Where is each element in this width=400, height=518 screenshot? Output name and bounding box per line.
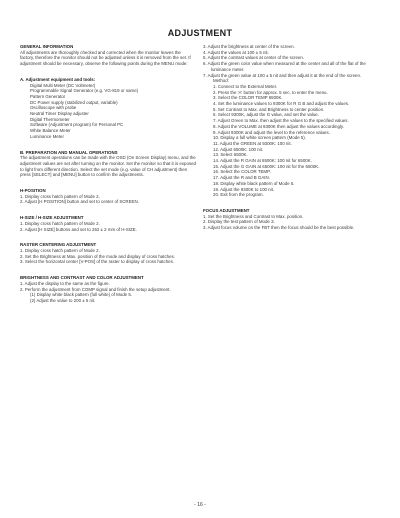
brightness-heading: BRIGHTNESS AND CONTRAST AND COLOR ADJUSTMENT — [20, 275, 144, 281]
preparation-heading: B. PREPARATION AND MANUAL OPERATIONS — [20, 149, 118, 155]
list-item: 3. Select the COLOR TEMP 6500K. — [213, 95, 283, 101]
page-title: ADJUSTMENT — [167, 28, 233, 38]
list-item: (1) Display white black pattern (full white) of Mode 5. — [30, 292, 133, 298]
list-item: Oscilloscope with probe — [30, 105, 77, 111]
list-item: 1. Connect to the External Meter. — [213, 83, 278, 89]
list-item: Software (Adjustment program) for Personal PC — [30, 122, 124, 128]
list-item: 11. Adjust the GREEN at 9300K: 100 nit. — [213, 140, 292, 146]
list-item: White Balance Meter — [30, 128, 71, 134]
list-item: 19. Adjust the 9300K to 100 nit. — [213, 186, 275, 192]
list-item: 1. Display cross hatch pattern of Mode 2. — [20, 247, 100, 253]
left-column — [20, 44, 196, 304]
list-item: 2. Adjust [H SIZE] buttons and set to 262 ± 2 mm of H-SIZE. — [20, 226, 137, 232]
list-item: 5. Adjust the contrast values at center of the screen. — [203, 55, 305, 61]
list-item: 20. Exit from the program. — [213, 192, 264, 198]
list-item: 1. Set the Brightness and Contrast to Max. position. — [203, 213, 304, 219]
list-item: 7. Adjust the green value at 100 ± 5 nit and then adjust it at the end of the screen. — [203, 72, 362, 78]
list-item: 4. Adjust the values at 100 ± 5 nit. — [203, 49, 269, 55]
list-item: 2. Display the test pattern of Mode 3. — [203, 219, 275, 225]
list-item: 15. Adjust the G GAIN at 6500K: 100 nit for the 6500K. — [213, 163, 320, 169]
list-item: 10. Display a full white screen pattern (Mode 5). — [213, 135, 306, 141]
equipment-list — [20, 83, 196, 140]
right-column — [203, 44, 381, 231]
raster-heading: RASTER CENTERING ADJUSTMENT — [20, 242, 97, 248]
list-item: (2) Adjust the value to 200 ± 5 nit. — [30, 297, 96, 303]
list-item: 7. Adjust Green to Max. then adjust the values to the specified values. — [213, 118, 349, 124]
list-item: 9. Adjust 9300K and adjust the level to the reference values. — [213, 129, 330, 135]
list-item: 2. Perform the adjustment from COMP signal and finish the setup adjustment. — [20, 286, 171, 292]
list-item: Digital Multi Meter (DC Voltmeter) — [30, 82, 96, 88]
list-item: 18. Display white black pattern of Mode 5. — [213, 180, 295, 186]
list-item: 2. Press the 'A' button for approx. 5 sec. to enter the menu. — [213, 89, 328, 95]
list-item: 17. Adjust the R and B GAIN. — [213, 175, 270, 181]
list-item: Digital Thermometer — [30, 116, 70, 122]
list-item: 8. Adjust the VOLUME at 9300K then adjust the values accordingly. — [213, 123, 344, 129]
method-label: Method: — [213, 78, 229, 84]
list-item: 13. Select 6500K. — [213, 152, 248, 158]
list-item: 1. Display cross hatch pattern of Mode 2. — [20, 220, 100, 226]
list-item: 3. Adjust focus volume on the FBT then the focus should be the best possible. — [203, 225, 355, 231]
focus-heading: FOCUS ADJUSTMENT — [203, 207, 250, 213]
general-heading: GENERAL INFORMATION — [20, 44, 74, 49]
equipment-heading: A. Adjustment equipment and tools: — [20, 76, 96, 82]
list-item: 2. Set the Brightness at Max. position of the mode and display of cross hatches. — [20, 253, 175, 259]
list-item: Luminance Meter — [30, 133, 64, 139]
list-item: 3. Select the horizontal center [V-POS] of the raster to display of cross hatches. — [20, 259, 174, 265]
list-item: 12. Adjust 6500K: 100 nit. — [213, 146, 264, 152]
list-item: DC Power supply (stabilized output, variable) — [30, 99, 118, 105]
list-item: 5. Set Contrast to Max. and Brightness to center position. — [213, 106, 325, 112]
list-item: 2. Adjust [H POSITION] button and set to center of SCREEN. — [20, 199, 139, 205]
list-item: 6. Adjust the green color value when measured at the center and all of the flat of the luminance meter. — [203, 61, 366, 72]
list-item: 1. Adjust the display to the same as the figure. — [20, 280, 110, 286]
page-number: - 16 - — [194, 502, 206, 508]
list-item: 3. Adjust the brightness at center of the screen. — [203, 44, 295, 49]
hsize-heading: H-SIZE / H-SIZE ADJUSTMENT — [20, 215, 84, 221]
hpos-heading: H-POSITION — [20, 188, 46, 194]
list-item: Programmable Signal Generator (e.g. VG-819 or same) — [30, 88, 139, 94]
general-text: All adjustments are thoroughly checked and corrected when the monitor leaves the factory, therefore the monitor should not be adjusted unless it is removed from the set. If adjustment should be necessary, observe the following points during the MENU mode: — [20, 49, 191, 67]
list-item: 4. Set the luminance values to 9300K for R G B and adjust the values. — [213, 101, 350, 107]
list-item: 14. Adjust the R GAIN at 6500K: 100 nit for 6500K. — [213, 158, 312, 164]
list-item: 6. Select 9300K, adjust the G value, and set the value. — [213, 112, 319, 118]
list-item: Pattern Generator — [30, 93, 66, 99]
list-item: 16. Select the COLOR TEMP. — [213, 169, 271, 175]
preparation-text: The adjustment operations can be made with the OSD (On Screen Display) menu, and the adjustment values are set after turning on the monitor. Set the monitor so that it is exposed to light from different direction. Select the set mode (e.g. value of CH adjustment) then press [SELECT] and [MENU] button to confirm the adjustments. — [20, 155, 196, 178]
list-item: Neutral Timer Display adjuster — [30, 111, 89, 117]
list-item: 1. Display cross hatch pattern of Mode 2. — [20, 193, 100, 199]
